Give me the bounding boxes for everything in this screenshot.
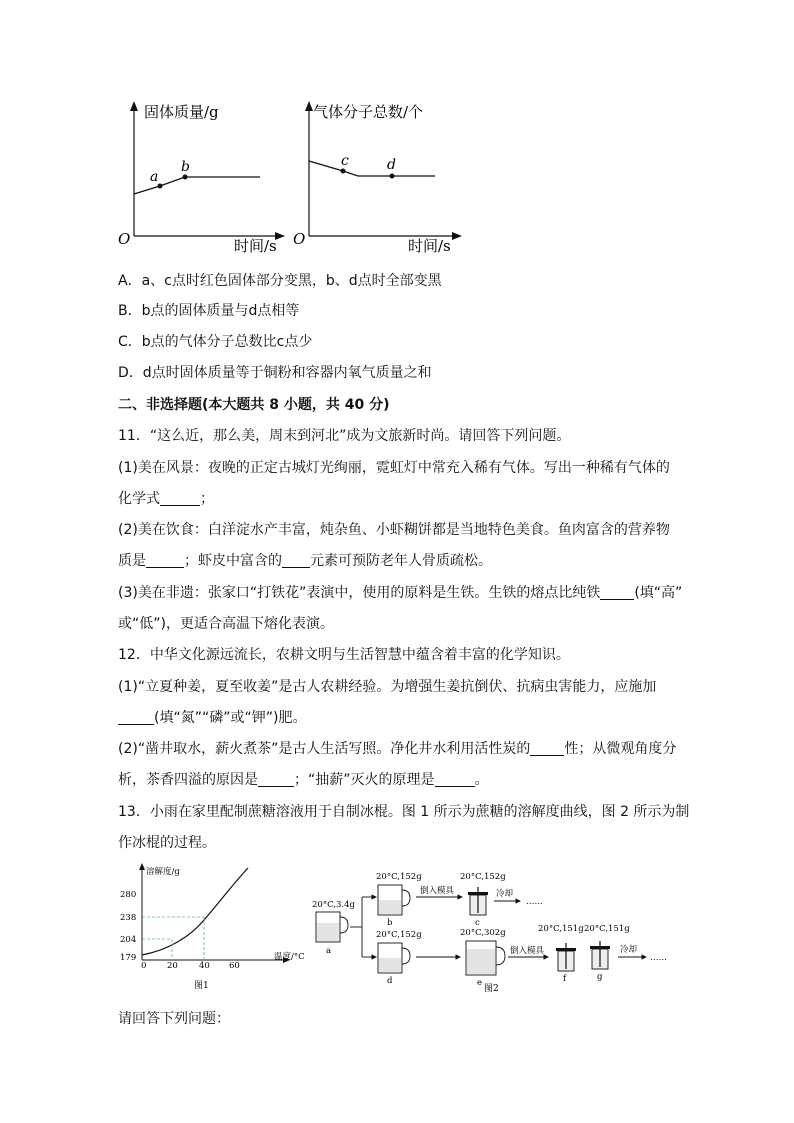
q11-p3a [118, 584, 682, 602]
point-c [341, 169, 346, 174]
answer-blank [435, 772, 475, 787]
point-d [390, 174, 395, 179]
fig1-xtick-40: 40 [199, 961, 210, 971]
fig1-ytick-179: 179 [120, 953, 137, 963]
q11-p2a: (2)美在饮食：白洋淀水产丰富，炖杂鱼、小虾糊饼都是当地特色美食。鱼肉富含的营养物 [118, 522, 670, 538]
q12-p1b-text: (填“氮”“磷”或“钾”)肥。 [154, 710, 307, 726]
answer-blank [258, 772, 294, 787]
solubility-curve [142, 868, 248, 955]
cup-d [376, 930, 422, 986]
graph1-origin: O [118, 230, 131, 248]
pour-label: 倒入模具 [420, 886, 455, 896]
f-label: 20°C,151g [538, 924, 584, 934]
graph-gas-molecules [293, 101, 462, 255]
g-label: 20°C,151g [584, 924, 630, 934]
q11-p2b [118, 552, 492, 570]
fig1-xtick-0: 0 [141, 961, 147, 971]
cup-a [312, 900, 355, 956]
q12-p1a: (1)“立夏种姜，夏至收姜”是古人农耕经验。为增强生姜抗倒伏、抗病虫害能力，应施加 [118, 679, 657, 695]
section-title: 二、非选择题(本大题共 8 小题，共 40 分) [118, 397, 390, 413]
fig2-caption: 图2 [484, 984, 499, 994]
graph1-xlabel: 时间/s [234, 237, 277, 255]
q11-p2b-text2: ；虾皮中富含的 [184, 553, 282, 569]
a-letter: a [326, 946, 332, 956]
q13-stem: 13．小雨在家里配制蔗糖溶液用于自制冰棍。图 1 所示为蔗糖的溶解度曲线，图 2 所示为制 [118, 804, 690, 820]
cool2-label: 冷却 [620, 945, 638, 955]
graph2-ylabel: 气体分子总数/个 [313, 103, 424, 121]
label-d: d [387, 157, 396, 173]
q11-p3a-text1: (3)美在非遗：张家口“打铁花”表演中，使用的原料是生铁。生铁的熔点比纯铁 [118, 585, 601, 601]
a-label: 20°C,3.4g [312, 900, 355, 910]
fig1-xtick-20: 20 [167, 961, 178, 971]
b-letter: b [387, 918, 393, 928]
q12-p2a-text1: (2)“凿井取水，薪火煮茶”是古人生活写照。净化井水利用活性炭的 [118, 741, 531, 757]
q12-p2b [118, 771, 489, 789]
graph-solid-mass [118, 95, 285, 255]
mold-c [460, 872, 506, 928]
q12-p2b-text3: 。 [474, 772, 489, 788]
answer-blank [530, 741, 564, 756]
answer-blank [160, 491, 200, 506]
q11-p1b-text: 化学式 [118, 491, 160, 507]
q11-p3a-text2: (填“高” [634, 585, 683, 601]
q12-p2b-text1: 析，茶香四溢的原因是 [118, 772, 258, 788]
b-label: 20°C,152g [376, 872, 422, 882]
graph2-origin: O [293, 230, 306, 248]
graph1-ylabel: 固体质量/g [144, 103, 219, 121]
cup-e [460, 928, 506, 988]
fig1-ytick-238: 238 [120, 913, 137, 923]
d-letter: d [387, 976, 393, 986]
fig1-xtick-60: 60 [229, 961, 240, 971]
option-d: D．d点时固体质量等于铜粉和容器内氧气质量之和 [118, 365, 432, 381]
fig1-ytick-204: 204 [120, 935, 137, 945]
q13-stem2: 作冰棍的过程。 [118, 835, 216, 851]
q12-p2a [118, 740, 676, 758]
q11-p2b-text1: 质是 [118, 553, 146, 569]
e-letter: e [477, 978, 483, 988]
label-c: c [341, 153, 349, 169]
q11-p1b-end: ； [200, 491, 214, 507]
option-c: C．b点的气体分子总数比c点少 [118, 334, 313, 350]
label-a: a [150, 169, 159, 185]
footer-prompt: 请回答下列问题： [118, 1011, 230, 1027]
fig1-ytick-280: 280 [120, 890, 137, 900]
mold-f [538, 924, 584, 984]
g-letter: g [597, 972, 603, 982]
option-b: B．b点的固体质量与d点相等 [118, 303, 300, 319]
point-b [183, 175, 188, 180]
q11-p2b-text3: 元素可预防老年人骨质疏松。 [310, 553, 492, 569]
q11-p3b: 或“低”)，更适合高温下熔化表演。 [118, 616, 334, 632]
q12-p1b [118, 709, 306, 727]
q11-stem: 11．“这么近，那么美，周末到河北”成为文旅新时尚。请回答下列问题。 [118, 428, 571, 444]
label-b: b [181, 159, 190, 175]
figure-2-process-diagram [310, 865, 690, 995]
answer-blank [600, 585, 634, 600]
answer-blank [118, 710, 154, 725]
cup-b [376, 872, 422, 928]
d-label: 20°C,152g [376, 930, 422, 940]
answer-blank [146, 553, 184, 568]
cool-label: 冷却 [496, 889, 514, 899]
q12-stem: 12．中华文化源远流长，农耕文明与生活智慧中蕴含着丰富的化学知识。 [118, 647, 570, 663]
q11-p1a: (1)美在风景：夜晚的正定古城灯光绚丽，霓虹灯中常充入稀有气体。写出一种稀有气体的 [118, 460, 670, 476]
dots-label: …… [526, 897, 543, 907]
c-label: 20°C,152g [460, 872, 506, 882]
c-letter: c [475, 918, 480, 928]
top-graphs [110, 95, 470, 255]
dots2-label: …… [650, 953, 667, 963]
answer-blank [282, 553, 310, 568]
pour2-label: 倒入模具 [510, 946, 545, 956]
fig1-caption: 图1 [194, 981, 209, 991]
q12-p2b-text2: ；“抽薪”灭火的原理是 [294, 772, 435, 788]
fig1-ylabel: 溶解度/g [146, 867, 180, 877]
q11-p1b [118, 490, 214, 508]
q12-p2a-text2: 性；从微观角度分 [564, 741, 677, 757]
option-a: A．a、c点时红色固体部分变黑，b、d点时全部变黑 [118, 273, 442, 289]
graph2-xlabel: 时间/s [408, 237, 451, 255]
f-letter: f [563, 974, 567, 984]
figure-1-solubility-chart [118, 862, 318, 992]
fig1-xlabel: 温度/°C [274, 952, 305, 962]
e-label: 20°C,302g [460, 928, 506, 938]
